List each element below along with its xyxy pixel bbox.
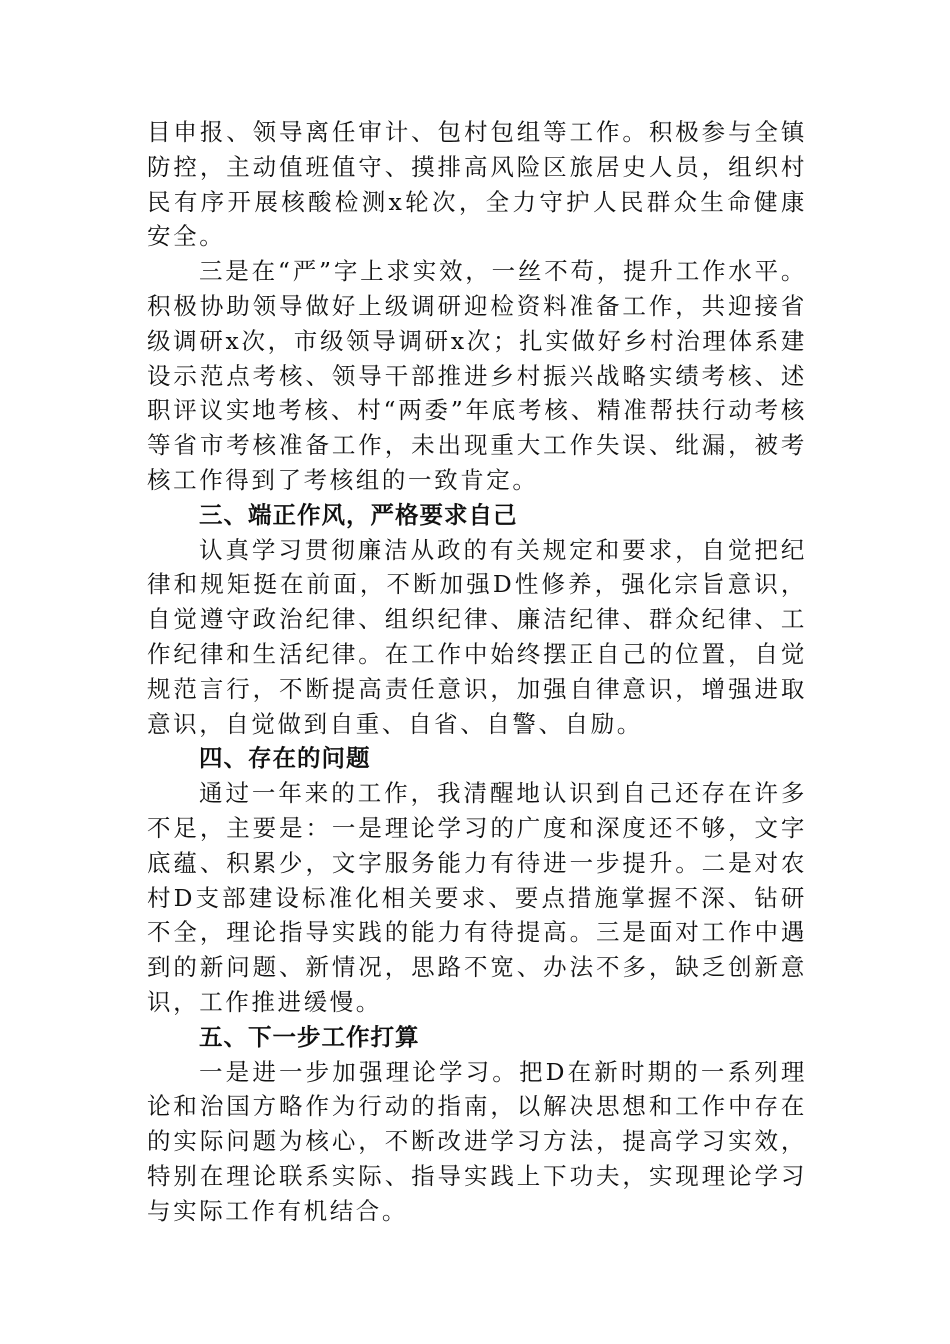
- document-body: [147, 115, 807, 1229]
- section-heading-problems: 四、存在的问题: [199, 744, 371, 773]
- paragraph-continued: 目申报、领导离任审计、包村包组等工作。积极参与全镇防控，主动值班值守、摸排高风险区旅居史人员，组织村民有序开展核酸检测x轮次，全力守护人民群众生命健康安全。: [147, 118, 807, 251]
- paragraph-problems: 通过一年来的工作，我清醒地认识到自己还存在许多不足，主要是：一是理论学习的广度和深度还不够，文字底蕴、积累少，文字服务能力有待进一步提升。二是对农村D支部建设标准化相关要求、要点措施掌握不深、钻研不全，理论指导实践的能力有待提高。三是面对工作中遇到的新问题、新情况，思路不宽、办法不多，缺乏创新意识，工作推进缓慢。: [147, 779, 807, 1016]
- paragraph-next-steps: 一是进一步加强理论学习。把D在新时期的一系列理论和治国方略作为行动的指南，以解决思想和工作中存在的实际问题为核心，不断改进学习方法，提高学习实效，特别在理论联系实际、指导实践上下功夫，实现理论学习与实际工作有机结合。: [147, 1057, 807, 1225]
- section-heading-next-steps: 五、下一步工作打算: [199, 1022, 420, 1051]
- paragraph-strict-standards: 三是在“严”字上求实效，一丝不苟，提升工作水平。积极协助领导做好上级调研迎检资料准备工作，共迎接省级调研x次，市级领导调研x次；扎实做好乡村治理体系建设示范点考核、领导干部推进乡村振兴战略实绩考核、述职评议实地考核、村“两委”年底考核、精准帮扶行动考核等省市考核准备工作，未出现重大工作失误、纰漏，被考核工作得到了考核组的一致肯定。: [147, 257, 807, 494]
- paragraph-conduct: 认真学习贯彻廉洁从政的有关规定和要求，自觉把纪律和规矩挺在前面，不断加强D性修养，强化宗旨意识，自觉遵守政治纪律、组织纪律、廉洁纪律、群众纪律、工作纪律和生活纪律。在工作中始终摆正自己的位置，自觉规范言行，不断提高责任意识，加强自律意识，增强进取意识，自觉做到自重、自省、自警、自励。: [147, 535, 807, 738]
- section-heading-conduct: 三、端正作风，严格要求自己: [199, 500, 518, 529]
